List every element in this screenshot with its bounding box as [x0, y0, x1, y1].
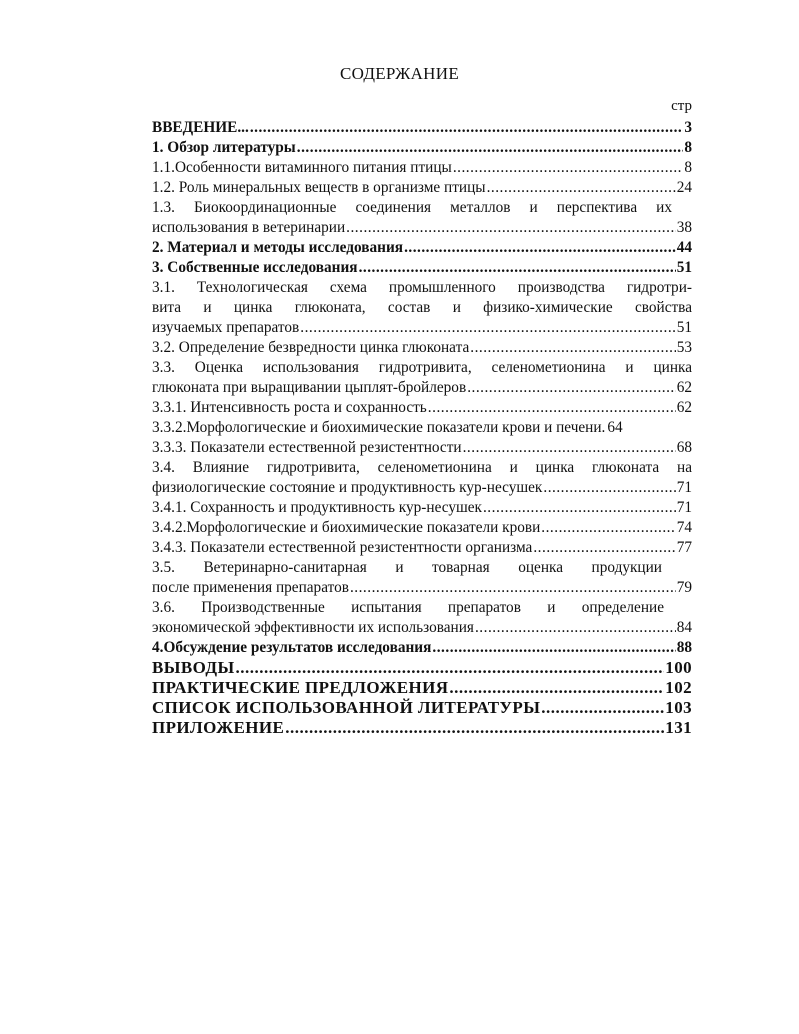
toc-entry-text: глюконата при выращивании цыплят-бройлеров	[152, 379, 467, 396]
toc-entry-s3-3-line1	[152, 358, 692, 378]
toc-entry-s3-6-line1	[152, 598, 692, 618]
toc-entry-text: 3.4.1. Сохранность и продуктивность кур-несушек	[152, 499, 482, 516]
toc-entry-page: 62	[676, 379, 692, 396]
toc-entry-text: вита и цинка глюконата, состав и физико-химические свойства	[152, 299, 692, 316]
page-title: СОДЕРЖАНИЕ	[339, 64, 460, 83]
toc-entry-page: 44	[676, 239, 692, 256]
toc-entry-page: 8	[684, 139, 692, 156]
toc-entry-s3-3	[152, 378, 692, 398]
toc-entry-s3-4-1	[152, 498, 692, 518]
toc-entry-text: использования в ветеринарии	[152, 219, 346, 236]
toc-entry-page: 64	[607, 419, 623, 436]
toc-entry-text: 1.1.Особенности витаминного питания птицы	[152, 159, 452, 176]
toc-entry-page: 74	[676, 519, 692, 536]
toc-entry-s4	[152, 638, 692, 658]
toc-entry-page: 77	[676, 539, 692, 556]
toc-entry-page: 51	[676, 319, 692, 336]
toc-entry-page: 79	[676, 579, 692, 596]
toc-entry-s3-5	[152, 578, 692, 598]
toc-entry-text: СПИСОК ИСПОЛЬЗОВАННОЙ ЛИТЕРАТУРЫ	[152, 698, 541, 717]
toc-entry-text: после применения препаратов	[152, 579, 349, 596]
toc-entry-text: 2. Материал и методы исследования	[152, 239, 404, 256]
toc-entry-page: 131	[665, 718, 692, 737]
toc-entry-text: 3.1. Технологическая схема промышленного производства гидротри-	[152, 279, 692, 296]
toc-entry-literature	[152, 698, 692, 718]
toc-entry-text: 3.3.2.Морфологические и биохимические показатели крови и печени.	[152, 419, 606, 436]
toc-entry-text: 3.2. Определение безвредности цинка глюконата	[152, 339, 470, 356]
toc-entry-s3-6	[152, 618, 692, 638]
toc-entry-text: 1. Обзор литературы	[152, 139, 296, 156]
toc-entry-text: ВЫВОДЫ	[152, 658, 235, 677]
toc-entry-page: 38	[676, 219, 692, 236]
toc-entry-text: 3.4.3. Показатели естественной резистентности организма	[152, 539, 533, 556]
toc-entry-s3-4-line1	[152, 458, 692, 478]
toc-entry-s3-1-line1	[152, 278, 692, 298]
toc-entry-page: 53	[676, 339, 692, 356]
toc-entry-page: 51	[676, 259, 692, 276]
toc-entry-text: 3.4.2.Морфологические и биохимические показатели крови	[152, 519, 541, 536]
toc-entry-page: 8	[684, 159, 692, 176]
table-of-contents	[152, 118, 692, 738]
toc-entry-page: 24	[676, 179, 692, 196]
toc-entry-text: 3.5. Ветеринарно-санитарная и товарная оценка продукции	[152, 559, 662, 576]
toc-entry-s1-2	[152, 178, 692, 198]
toc-entry-s3-1	[152, 318, 692, 338]
toc-entry-page: 3	[684, 119, 692, 136]
toc-entry-s1	[152, 138, 692, 158]
toc-entry-s2	[152, 238, 692, 258]
toc-entry-page: 100	[665, 658, 692, 677]
toc-entry-page: 62	[676, 399, 692, 416]
toc-entry-s3-3-2	[152, 418, 692, 438]
toc-entry-text: ПРАКТИЧЕСКИЕ ПРЕДЛОЖЕНИЯ	[152, 678, 449, 697]
toc-entry-text: 3. Собственные исследования	[152, 259, 358, 276]
toc-entry-s1-3-line1	[152, 198, 692, 218]
toc-entry-intro	[152, 118, 692, 138]
toc-entry-text: 3.3.3. Показатели естественной резистентности	[152, 439, 462, 456]
toc-entry-practical	[152, 678, 692, 698]
toc-entry-s3-2	[152, 338, 692, 358]
toc-entry-s3-4-2	[152, 518, 692, 538]
toc-entry-page: 103	[665, 698, 692, 717]
toc-entry-text: 3.3. Оценка использования гидротривита, селенометионина и цинка	[152, 359, 692, 376]
toc-entry-s3-3-3	[152, 438, 692, 458]
toc-entry-page: 88	[676, 639, 692, 656]
toc-entry-text: 3.3.1. Интенсивность роста и сохранность	[152, 399, 427, 416]
toc-entry-s3-4	[152, 478, 692, 498]
toc-entry-page: 102	[665, 678, 692, 697]
toc-entry-s3-3-1	[152, 398, 692, 418]
page-column-label: стр	[671, 98, 692, 114]
toc-entry-page: 71	[676, 479, 692, 496]
toc-entry-page: 84	[676, 619, 692, 636]
toc-entry-page: 68	[676, 439, 692, 456]
toc-entry-text: ПРИЛОЖЕНИЕ	[152, 718, 285, 737]
toc-entry-s3	[152, 258, 692, 278]
toc-entry-text: физиологические состояние и продуктивность кур-несушек	[152, 479, 543, 496]
toc-entry-text: 3.4. Влияние гидротривита, селенометионина и цинка глюконата на	[152, 459, 692, 476]
toc-entry-text: 3.6. Производственные испытания препаратов и определение	[152, 599, 664, 616]
toc-entry-appendix	[152, 718, 692, 738]
toc-entry-text: ВВЕДЕНИЕ...	[152, 119, 249, 136]
toc-entry-conclusions	[152, 658, 692, 678]
toc-entry-text: 4.Обсуждение результатов исследования	[152, 639, 432, 656]
toc-entry-text: экономической эффективности их использования	[152, 619, 474, 636]
toc-entry-text: 1.3. Биокоординационные соединения металлов и перспектива их	[152, 199, 672, 216]
toc-entry-page: 71	[676, 499, 692, 516]
toc-entry-s3-1-line2	[152, 298, 692, 318]
toc-entry-s1-3	[152, 218, 692, 238]
toc-entry-text: изучаемых препаратов	[152, 319, 300, 336]
toc-entry-s3-5-line1	[152, 558, 692, 578]
toc-entry-text: 1.2. Роль минеральных веществ в организме птицы	[152, 179, 486, 196]
toc-entry-s1-1	[152, 158, 692, 178]
toc-entry-s3-4-3	[152, 538, 692, 558]
